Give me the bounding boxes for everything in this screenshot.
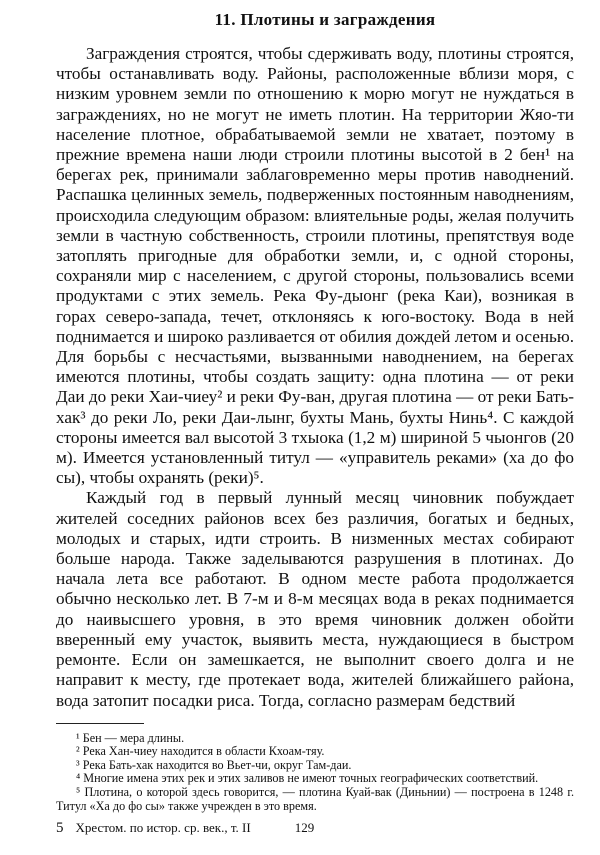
page-footer [56,820,314,837]
page-number: 129 [294,820,315,835]
section-title: 11. Плотины и заграждения [214,10,436,29]
footnote-2: ² Река Хан-чиеу находится в области Кхоам-тяу. [76,744,325,759]
footnote-rule [56,723,144,724]
source-reference: Хрестом. по истор. ср. век., т. II [75,820,251,835]
footnotes [56,732,574,814]
footnote-3: ³ Река Бать-хак находится во Вьет-чи, округ Там-даи. [76,757,352,772]
signature-mark: 5 [56,820,64,836]
paragraph-2: Каждый год в первый лунный месяц чиновник побуждает жителей соседних районов всех без различия, богатых и бедных, молодых и старых, идти строить. В низменных местах собирают больше народа. Также заделываются разрушения в плотинах. До начала лета все работают. В одном месте работа продолжается обычно несколько лет. В 7-м и 8-м месяцах вода в реках поднимается до наивысшего уровня, в это время чиновник должен обойти вверенный ему участок, выявить места, нуждающиеся в быстром ремонте. Если он замешкается, не выполнит своего долга и не направит к месту, где протекает вода, жителей ближайшего района, вода затопит посадки риса. Тогда, согласно размерам бедствий [56,488,574,710]
paragraph-1: Заграждения строятся, чтобы сдерживать воду, плотины строятся, чтобы останавливать воду. Районы, расположенные вблизи моря, с низким уровнем земли по отношению к морю могут не нуждаться в заграждениях, но не могут не иметь плотин. На территории Жяо-ти население плотное, обрабатываемой земли не хватает, поэтому в прежние времена наши люди строили плотины высотой в 2 бен¹ на берегах рек, принимали заблаговременно меры против наводнений. Распашка целинных земель, подверженных постоянным наводнениям, происходила следующим образом: влиятельные роды, желая получить земли в частную собственность, строили плотины, препятствуя воде затоплять пригодные для обработки земли, и, с одной стороны, сохраняли мир с населением, с другой стороны, пользовались всеми продуктами с этих земель. Река Фу-дыонг (река Каи), возникая в горах северо-запада, течет, отклоняясь к юго-востоку. Вода в ней поднимается и широко разливается от обилия дождей летом и осенью. Для борьбы с несчастьями, вызванными наводнением, на берегах имеются плотины, чтобы создать защиту: одна плотина — от реки Даи до реки Хаи-чиеу² и реки Фу-ван, другая плотина — от реки Бать-хак³ до реки Ло, реки Даи-лынг, бухты Мань, бухты Нинь⁴. С каждой стороны имеется вал высотой 3 тхыока (1,2 м) шириной 5 чыонгов (20 м). Имеется установленный титул — «управитель реками» (ха до фо сы), чтобы охранять (реки)⁵. [56,44,574,488]
footnote-5: ⁵ Плотина, о которой здесь говорится, — плотина Куай-вак (Диньнии) — построена в 1248 г. Титул «Ха до фо сы» также учрежден в это время. [56,785,574,813]
footnote-4: ⁴ Многие имена этих рек и этих заливов не имеют точных географических соответствий. [76,771,539,786]
footnote-1: ¹ Бен — мера длины. [76,730,185,745]
